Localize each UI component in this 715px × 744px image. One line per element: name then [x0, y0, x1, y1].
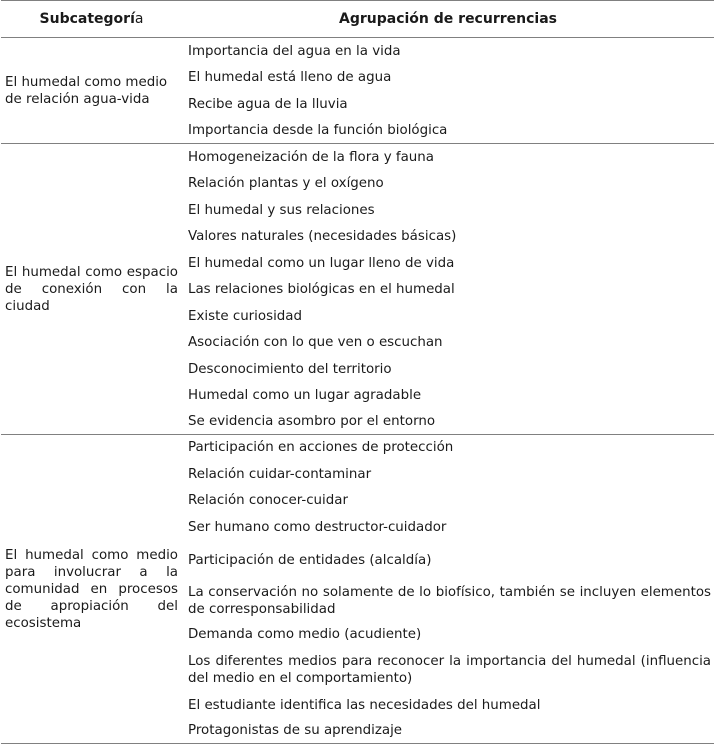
table-row	[1, 435, 714, 461]
recurrence-item: Desconocimiento del territorio	[188, 361, 392, 377]
recurrence-item: Relación cuidar-contaminar	[188, 466, 372, 482]
header-subcategory: Subcategoría	[1, 1, 182, 38]
header-row	[1, 1, 714, 38]
recurrence-item: Asociación con lo que ven o escuchan	[188, 335, 443, 350]
table-row	[1, 38, 714, 65]
recurrence-item: Se evidencia asombro por el entorno	[182, 409, 714, 435]
recurrence-item: Relación plantas y el oxígeno	[188, 176, 384, 191]
recurrence-item: Demanda como medio (acudiente)	[188, 626, 422, 642]
recurrence-item: Recibe agua de la lluvia	[188, 96, 348, 112]
recurrence-item: Ser humano como destructor-cuidador	[188, 519, 447, 535]
recurrence-item: Relación conocer-cuidar	[188, 493, 348, 508]
recurrence-item: Participación en acciones de protección	[188, 440, 454, 456]
recurrence-item: El humedal está lleno de agua	[188, 70, 392, 85]
recurrence-table	[1, 0, 714, 744]
recurrence-item: Participación de entidades (alcaldía)	[188, 553, 432, 568]
recurrence-item: Existe curiosidad	[188, 308, 302, 324]
recurrence-item: El humedal como un lugar lleno de vida	[188, 255, 455, 271]
subcategory-cell: El humedal como medio para involucrar a la comunidad en procesos de apropiación del ecosistema	[1, 435, 182, 744]
recurrence-item: Las relaciones biológicas en el humedal	[188, 282, 455, 297]
table-row	[1, 144, 714, 171]
recurrence-item: El humedal y sus relaciones	[188, 202, 375, 218]
recurrence-item: Importancia del agua en la vida	[188, 43, 401, 59]
subcategory-cell: El humedal como espacio de conexión con la ciudad	[1, 144, 182, 435]
header-grouping: Agrupación de recurrencias	[182, 1, 714, 38]
recurrence-item: La conservación no solamente de lo biofísico, también se incluyen elementos de corresponsabilidad	[188, 584, 711, 617]
recurrence-item: Protagonistas de su aprendizaje	[182, 719, 714, 744]
recurrence-item: Homogeneización de la flora y fauna	[188, 149, 434, 165]
recurrence-item: El estudiante identifica las necesidades del humedal	[188, 697, 541, 713]
recurrence-item: Humedal como un lugar agradable	[188, 388, 422, 403]
recurrence-item: Valores naturales (necesidades básicas)	[188, 229, 457, 244]
recurrence-item: Los diferentes medios para reconocer la importancia del humedal (influencia del medio en el comportamiento)	[188, 653, 711, 686]
recurrence-item: Importancia desde la función biológica	[182, 118, 714, 144]
subcategory-cell: El humedal como medio de relación agua-vida	[1, 38, 182, 144]
